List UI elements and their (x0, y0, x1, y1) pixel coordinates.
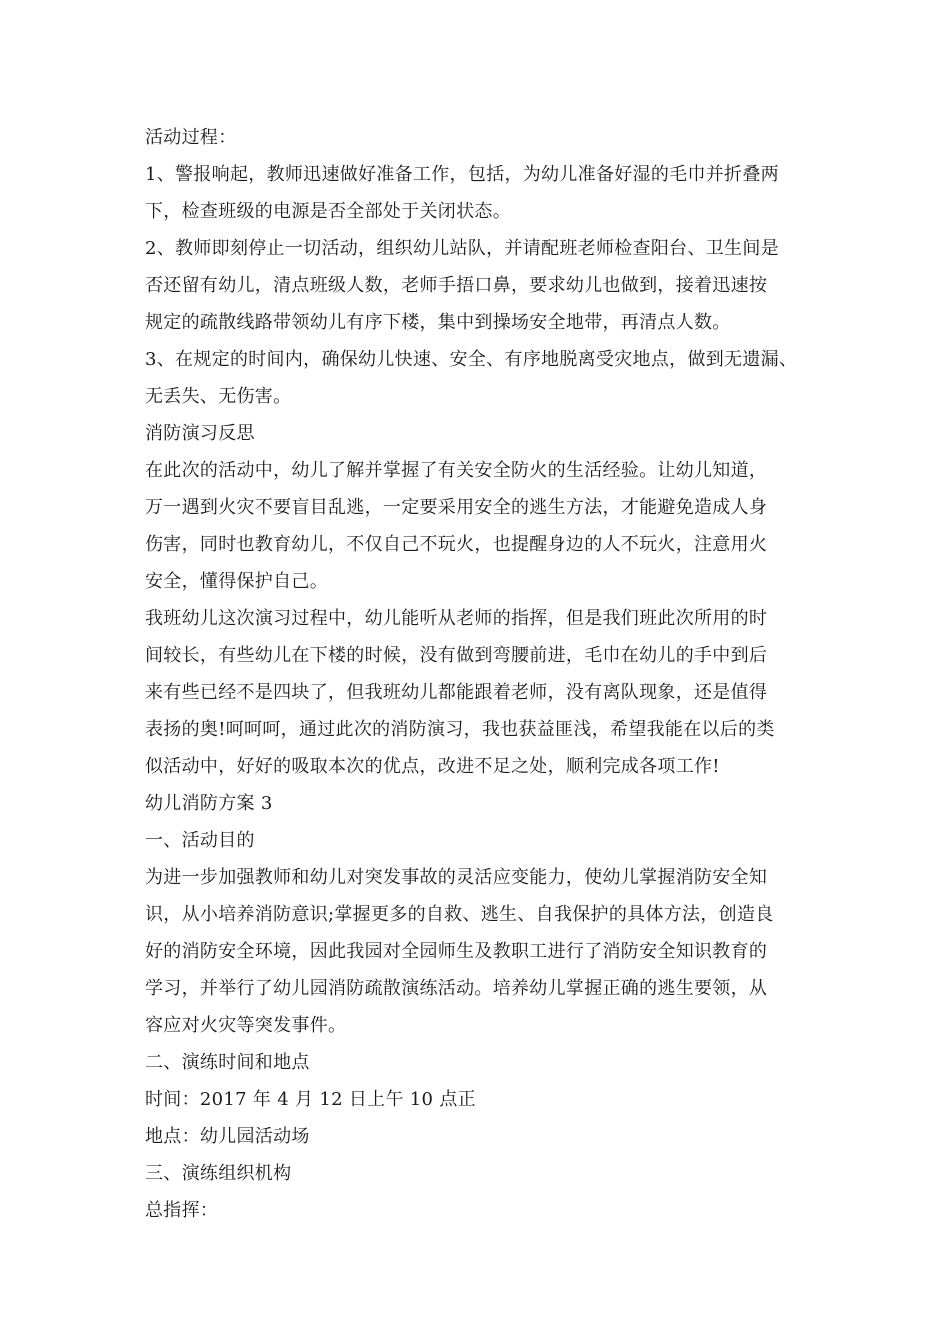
section-heading: 消防演习反思 (145, 423, 255, 444)
text-line: 我班幼儿这次演习过程中，幼儿能听从老师的指挥，但是我们班此次所用的时 (145, 608, 768, 629)
document-body (145, 119, 821, 1229)
text-line: 无丢失、无伤害。 (145, 386, 292, 407)
text-line: 万一遇到火灾不要盲目乱逃，一定要采用安全的逃生方法，才能避免造成人身 (145, 497, 768, 518)
text-line: 好的消防安全环境，因此我园对全园师生及教职工进行了消防安全知识教育的 (145, 941, 768, 962)
text-line: 1、警报响起，教师迅速做好准备工作，包括，为幼儿准备好湿的毛巾并折叠两 (145, 164, 779, 185)
text-line: 容应对火灾等突发事件。 (145, 1015, 347, 1036)
section-heading: 三、演练组织机构 (145, 1163, 292, 1184)
text-line: 安全，懂得保护自己。 (145, 571, 328, 592)
text-line: 间较长，有些幼儿在下楼的时候，没有做到弯腰前进，毛巾在幼儿的手中到后 (145, 645, 768, 666)
section-heading: 幼儿消防方案 3 (145, 793, 273, 814)
text-line: 学习，并举行了幼儿园消防疏散演练活动。培养幼儿掌握正确的逃生要领，从 (145, 978, 768, 999)
text-line: 为进一步加强教师和幼儿对突发事故的灵活应变能力，使幼儿掌握消防安全知 (145, 867, 768, 888)
text-line: 在此次的活动中，幼儿了解并掌握了有关安全防火的生活经验。让幼儿知道， (145, 460, 768, 481)
text-line: 活动过程： (145, 127, 237, 148)
text-line: 来有些已经不是四块了，但我班幼儿都能跟着老师，没有离队现象，还是值得 (145, 682, 768, 703)
text-line: 表扬的奥!呵呵呵，通过此次的消防演习，我也获益匪浅，希望我能在以后的类 (145, 719, 775, 740)
text-line: 地点：幼儿园活动场 (145, 1126, 310, 1147)
text-line: 识，从小培养消防意识;掌握更多的自救、逃生、自我保护的具体方法，创造良 (145, 904, 774, 925)
text-line: 下，检查班级的电源是否全部处于关闭状态。 (145, 201, 511, 222)
text-line: 伤害，同时也教育幼儿，不仅自己不玩火，也提醒身边的人不玩火，注意用火 (145, 534, 768, 555)
text-line: 3、在规定的时间内，确保幼儿快速、安全、有序地脱离受灾地点，做到无遗漏、 (145, 349, 798, 370)
text-line: 时间：2017 年 4 月 12 日上午 10 点正 (145, 1089, 476, 1110)
text-line: 总指挥： (145, 1200, 219, 1221)
text-line: 否还留有幼儿，清点班级人数，老师手捂口鼻，要求幼儿也做到，接着迅速按 (145, 275, 768, 296)
text-line: 规定的疏散线路带领幼儿有序下楼，集中到操场安全地带，再清点人数。 (145, 312, 731, 333)
text-line: 似活动中，好好的吸取本次的优点，改进不足之处，顺利完成各项工作! (145, 756, 720, 777)
section-heading: 二、演练时间和地点 (145, 1052, 310, 1073)
text-line: 2、教师即刻停止一切活动，组织幼儿站队，并请配班老师检查阳台、卫生间是 (145, 238, 779, 259)
section-heading: 一、活动目的 (145, 830, 255, 851)
